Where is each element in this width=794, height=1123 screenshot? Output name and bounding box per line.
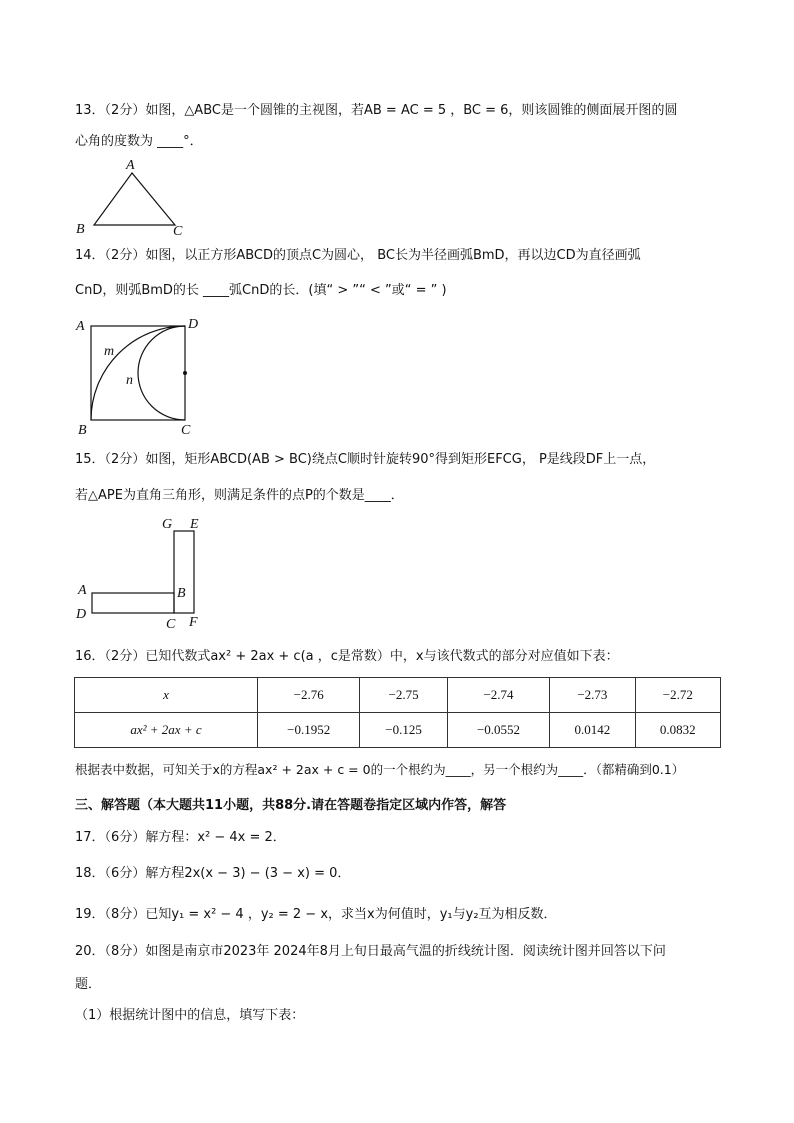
table-cell: −0.0552 — [447, 713, 549, 748]
q13-label-c: C — [173, 224, 183, 235]
table-cell: 0.0142 — [550, 713, 635, 748]
q14-label-c: C — [181, 423, 191, 438]
q20-line2: 题． — [75, 977, 102, 992]
table-row — [75, 713, 721, 748]
table-cell: −2.74 — [447, 678, 549, 713]
q15-label-d: D — [76, 607, 87, 622]
q15-line1: 15．（2分）如图，矩形ABCD(AB > BC)绕点C顺时针旋转90°得到矩形EFCG， P是线段DF上一点， — [75, 452, 656, 467]
q14-square-figure — [70, 312, 210, 438]
q15-rectangles-figure — [70, 512, 220, 632]
q13-label-b: B — [76, 222, 85, 235]
q20-line1: 20．（8分）如图是南京市2023年 2024年8月上旬日最高气温的折线统计图．阅读统计图并回答以下问 — [75, 944, 666, 959]
q16-value-table — [74, 677, 721, 748]
q18-text: 18．（6分）解方程2x(x − 3) − (3 − x) = 0． — [75, 866, 351, 881]
q15-label-c: C — [166, 617, 176, 632]
q17-text: 17．（6分）解方程：x² − 4x = 2． — [75, 830, 286, 845]
q15-label-f: F — [189, 615, 198, 630]
table-cell: −2.73 — [550, 678, 635, 713]
q16-line1: 16．（2分）已知代数式ax² + 2ax + c(a ，c是常数）中，x与该代数式的部分对应值如下表： — [75, 649, 619, 664]
table-row — [75, 678, 721, 713]
q13-line1: 13．（2分）如图，△ABC是一个圆锥的主视图，若AB = AC = 5 ，BC = 6，则该圆锥的侧面展开图的圆 — [75, 103, 678, 118]
section-3-heading: 三、解答题（本大题共11小题，共88分.请在答题卷指定区域内作答，解答 — [75, 798, 507, 813]
q14-label-b: B — [78, 423, 87, 438]
table-cell: 0.0832 — [635, 713, 720, 748]
q15-label-b: B — [177, 586, 186, 601]
table-cell: −0.1952 — [258, 713, 360, 748]
table-cell: −2.72 — [635, 678, 720, 713]
q14-label-n: n — [126, 373, 133, 388]
table-cell: −0.125 — [360, 713, 447, 748]
q15-line2: 若△APE为直角三角形，则满足条件的点P的个数是____． — [75, 488, 404, 503]
q13-triangle-figure — [70, 155, 200, 235]
table-cell: −2.76 — [258, 678, 360, 713]
table-head-expression: ax² + 2ax + c — [75, 713, 258, 748]
q14-line2: CnD，则弧BmD的长 ____弧CnD的长．(填“ > ”“ < ”或“ = ” ) — [75, 283, 447, 298]
q14-line1: 14．（2分）如图，以正方形ABCD的顶点C为圆心， BC长为半径画弧BmD，再以边CD为直径画弧 — [75, 248, 641, 263]
q13-line2: 心角的度数为 ____°． — [75, 134, 203, 149]
q19-text: 19．（8分）已知y₁ = x² − 4 ，y₂ = 2 − x，求当x为何值时，y₁与y₂互为相反数． — [75, 907, 557, 922]
q15-label-g: G — [162, 517, 173, 532]
q14-label-d: D — [188, 317, 199, 332]
q16-line2: 根据表中数据，可知关于x的方程ax² + 2ax + c = 0的一个根约为____，另一个根约为____．（都精确到0.1） — [75, 762, 685, 777]
q14-label-a: A — [76, 319, 85, 334]
q15-label-e: E — [190, 517, 199, 532]
q14-label-m: m — [104, 344, 115, 359]
q20-sub1: （1）根据统计图中的信息，填写下表： — [75, 1008, 305, 1023]
q15-label-a: A — [78, 583, 87, 598]
q13-label-a: A — [126, 158, 135, 173]
table-cell: −2.75 — [360, 678, 447, 713]
table-head-x: x — [75, 678, 258, 713]
